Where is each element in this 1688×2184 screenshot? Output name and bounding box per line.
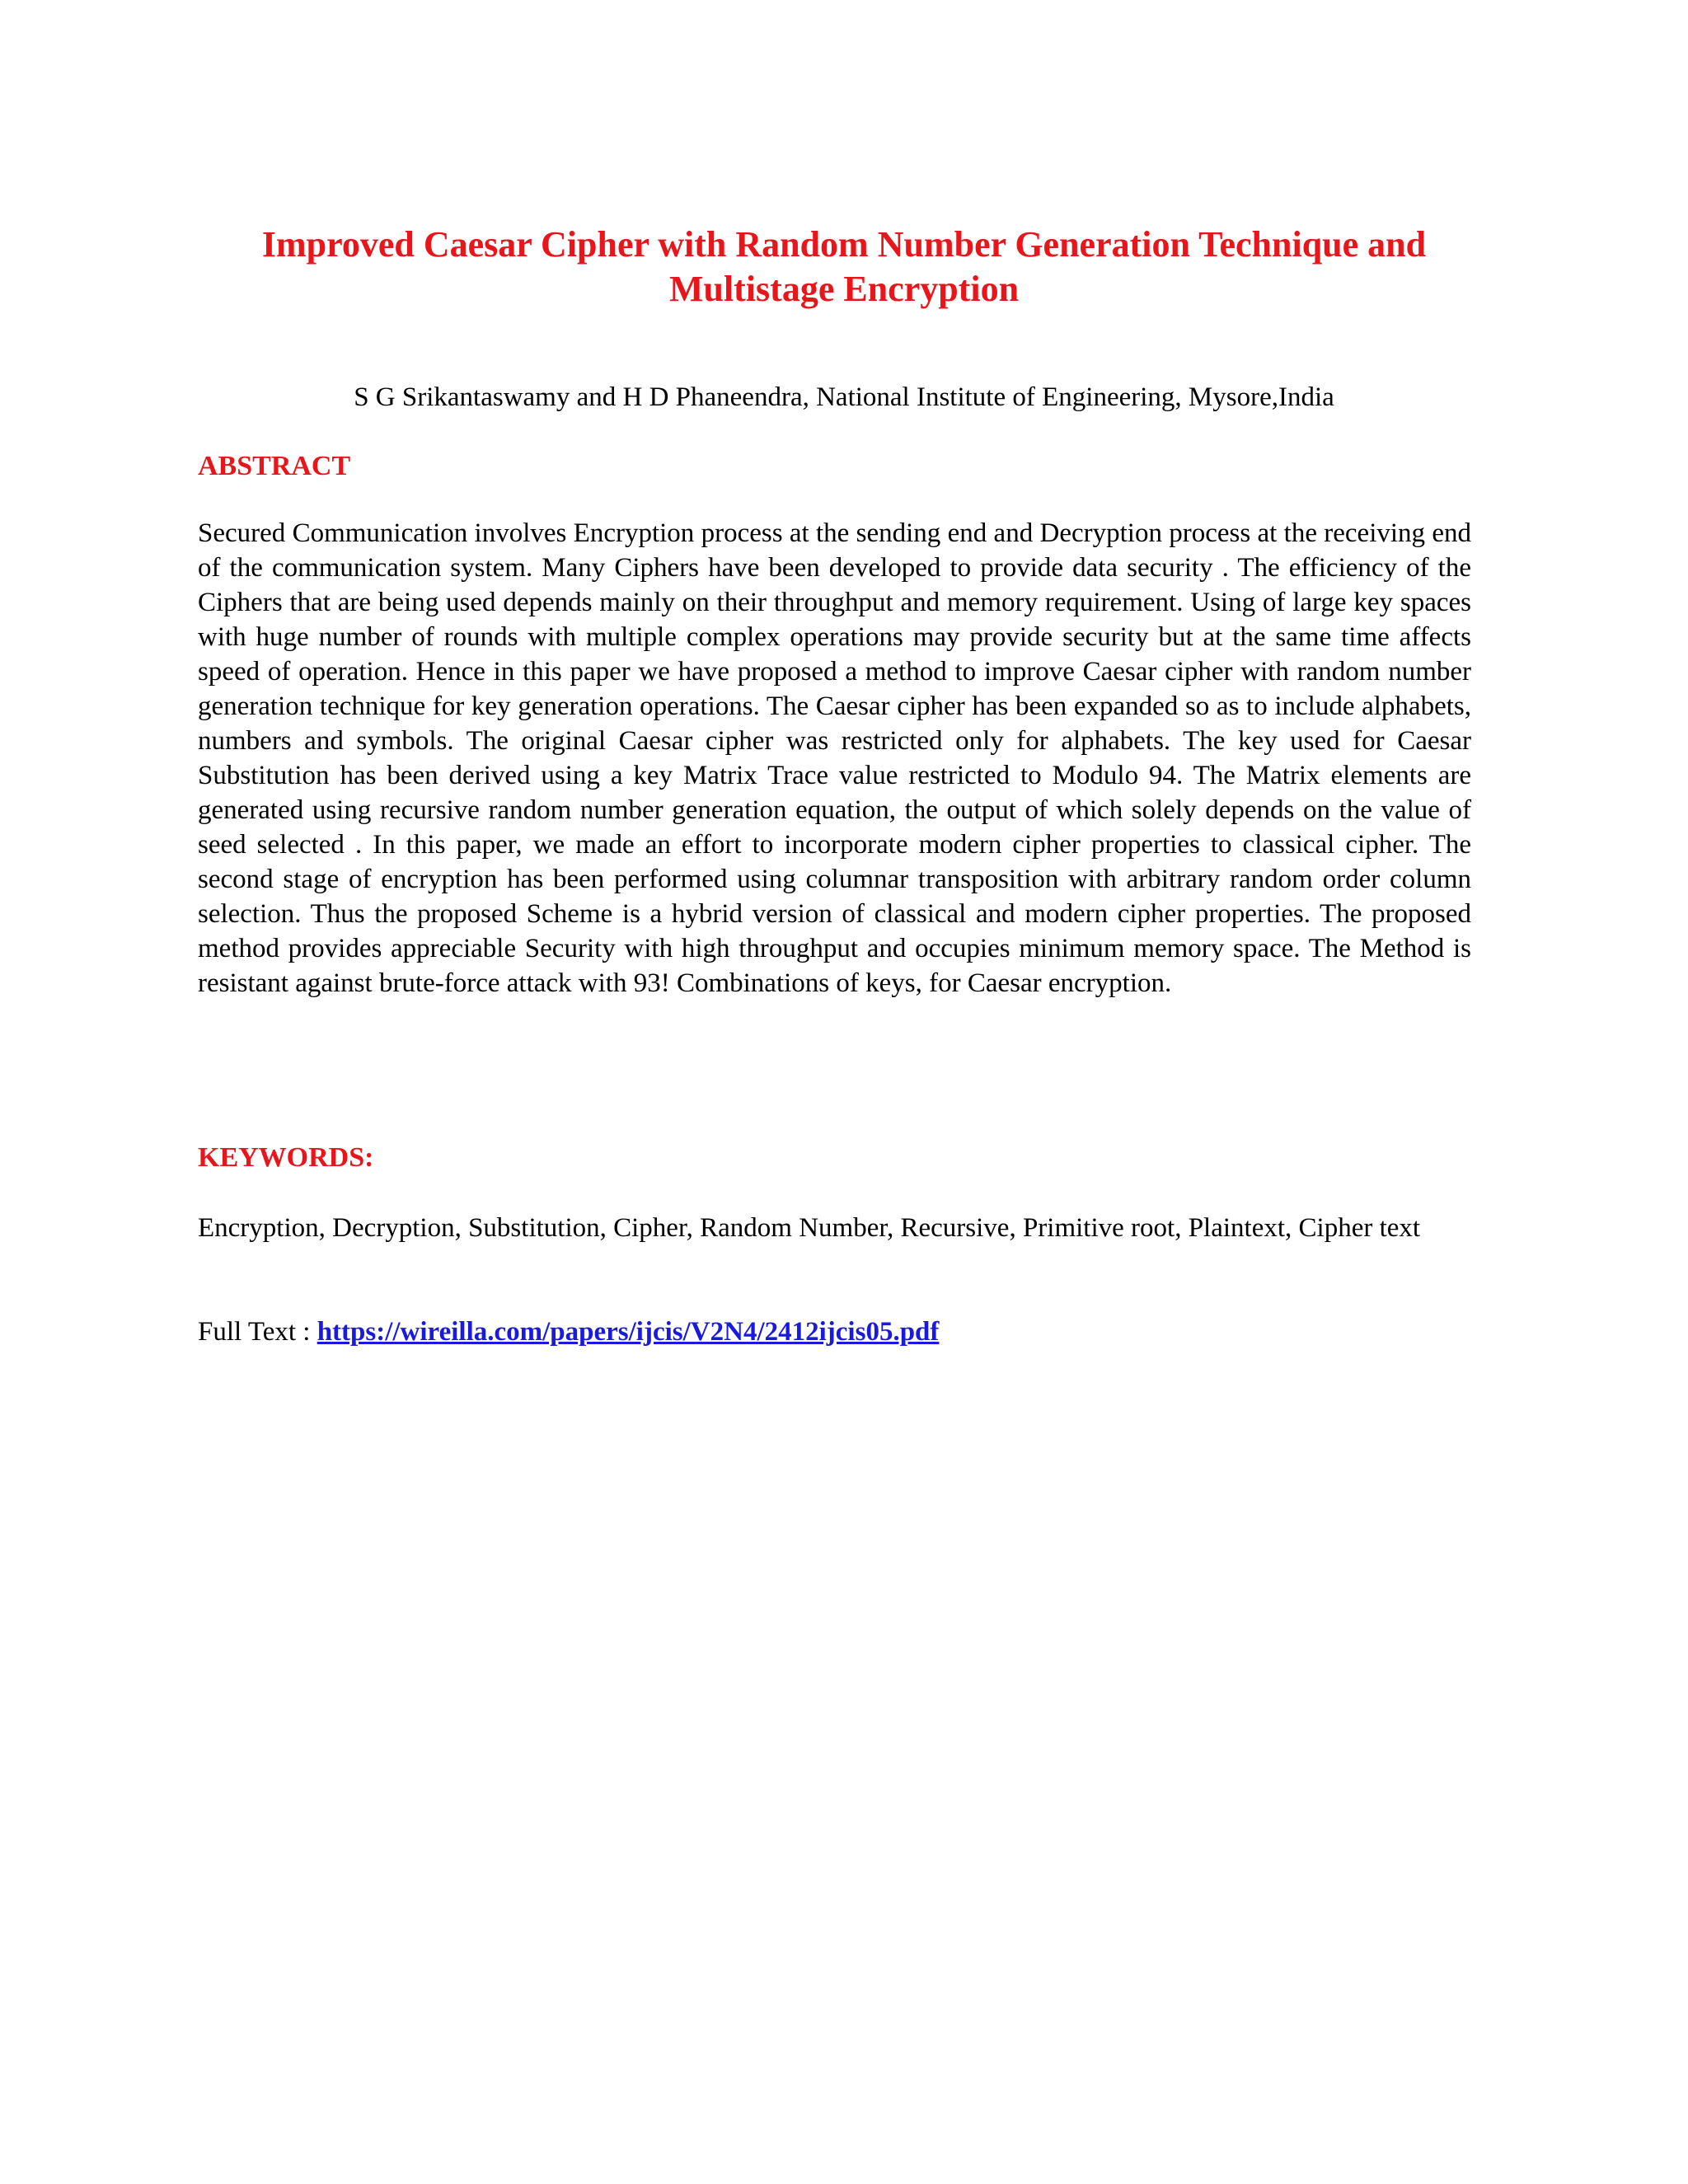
keywords-text: Encryption, Decryption, Substitution, Cipher, Random Number, Recursive, Primitive root, Plaintext, Cipher text	[198, 1213, 1421, 1243]
abstract-heading: ABSTRACT	[198, 451, 351, 481]
paper-authors: S G Srikantaswamy and H D Phaneendra, National Institute of Engineering, Mysore,India	[354, 382, 1334, 412]
keywords-heading: KEYWORDS:	[198, 1142, 374, 1173]
full-text-label: Full Text :	[198, 1317, 317, 1347]
full-text-line	[198, 1315, 939, 1348]
full-text-link[interactable]: https://wireilla.com/papers/ijcis/V2N4/2412ijcis05.pdf	[316, 1317, 940, 1347]
abstract-text: Secured Communication involves Encryption process at the sending end and Decryption process at the receiving end of the communication system. Many Ciphers have been developed to provide data security . The efficiency of the Ciphers that are being used depends mainly on their throughput and memory requirement. Using of large key spaces with huge number of rounds with multiple complex operations may provide security but at the same time affects speed of operation. Hence in this paper we have proposed a method to improve Caesar cipher with random number generation technique for key generation operations. The Caesar cipher has been expanded so as to include alphabets, numbers and symbols. The original Caesar cipher was restricted only for alphabets. The key used for Caesar Substitution has been derived using a key Matrix Trace value restricted to Modulo 94. The Matrix elements are generated using recursive random number generation equation, the output of which solely depends on the value of seed selected . In this paper, we made an effort to incorporate modern cipher properties to classical cipher. The second stage of encryption has been performed using columnar transposition with arbitrary random order column selection. Thus the proposed Scheme is a hybrid version of classical and modern cipher properties. The proposed method provides appreciable Security with high throughput and occupies minimum memory space. The Method is resistant against brute-force attack with 93! Combinations of keys, for Caesar encryption.	[198, 518, 1471, 998]
paper-title: Improved Caesar Cipher with Random Number Generation Technique and Multistage Encryption	[261, 224, 1427, 309]
